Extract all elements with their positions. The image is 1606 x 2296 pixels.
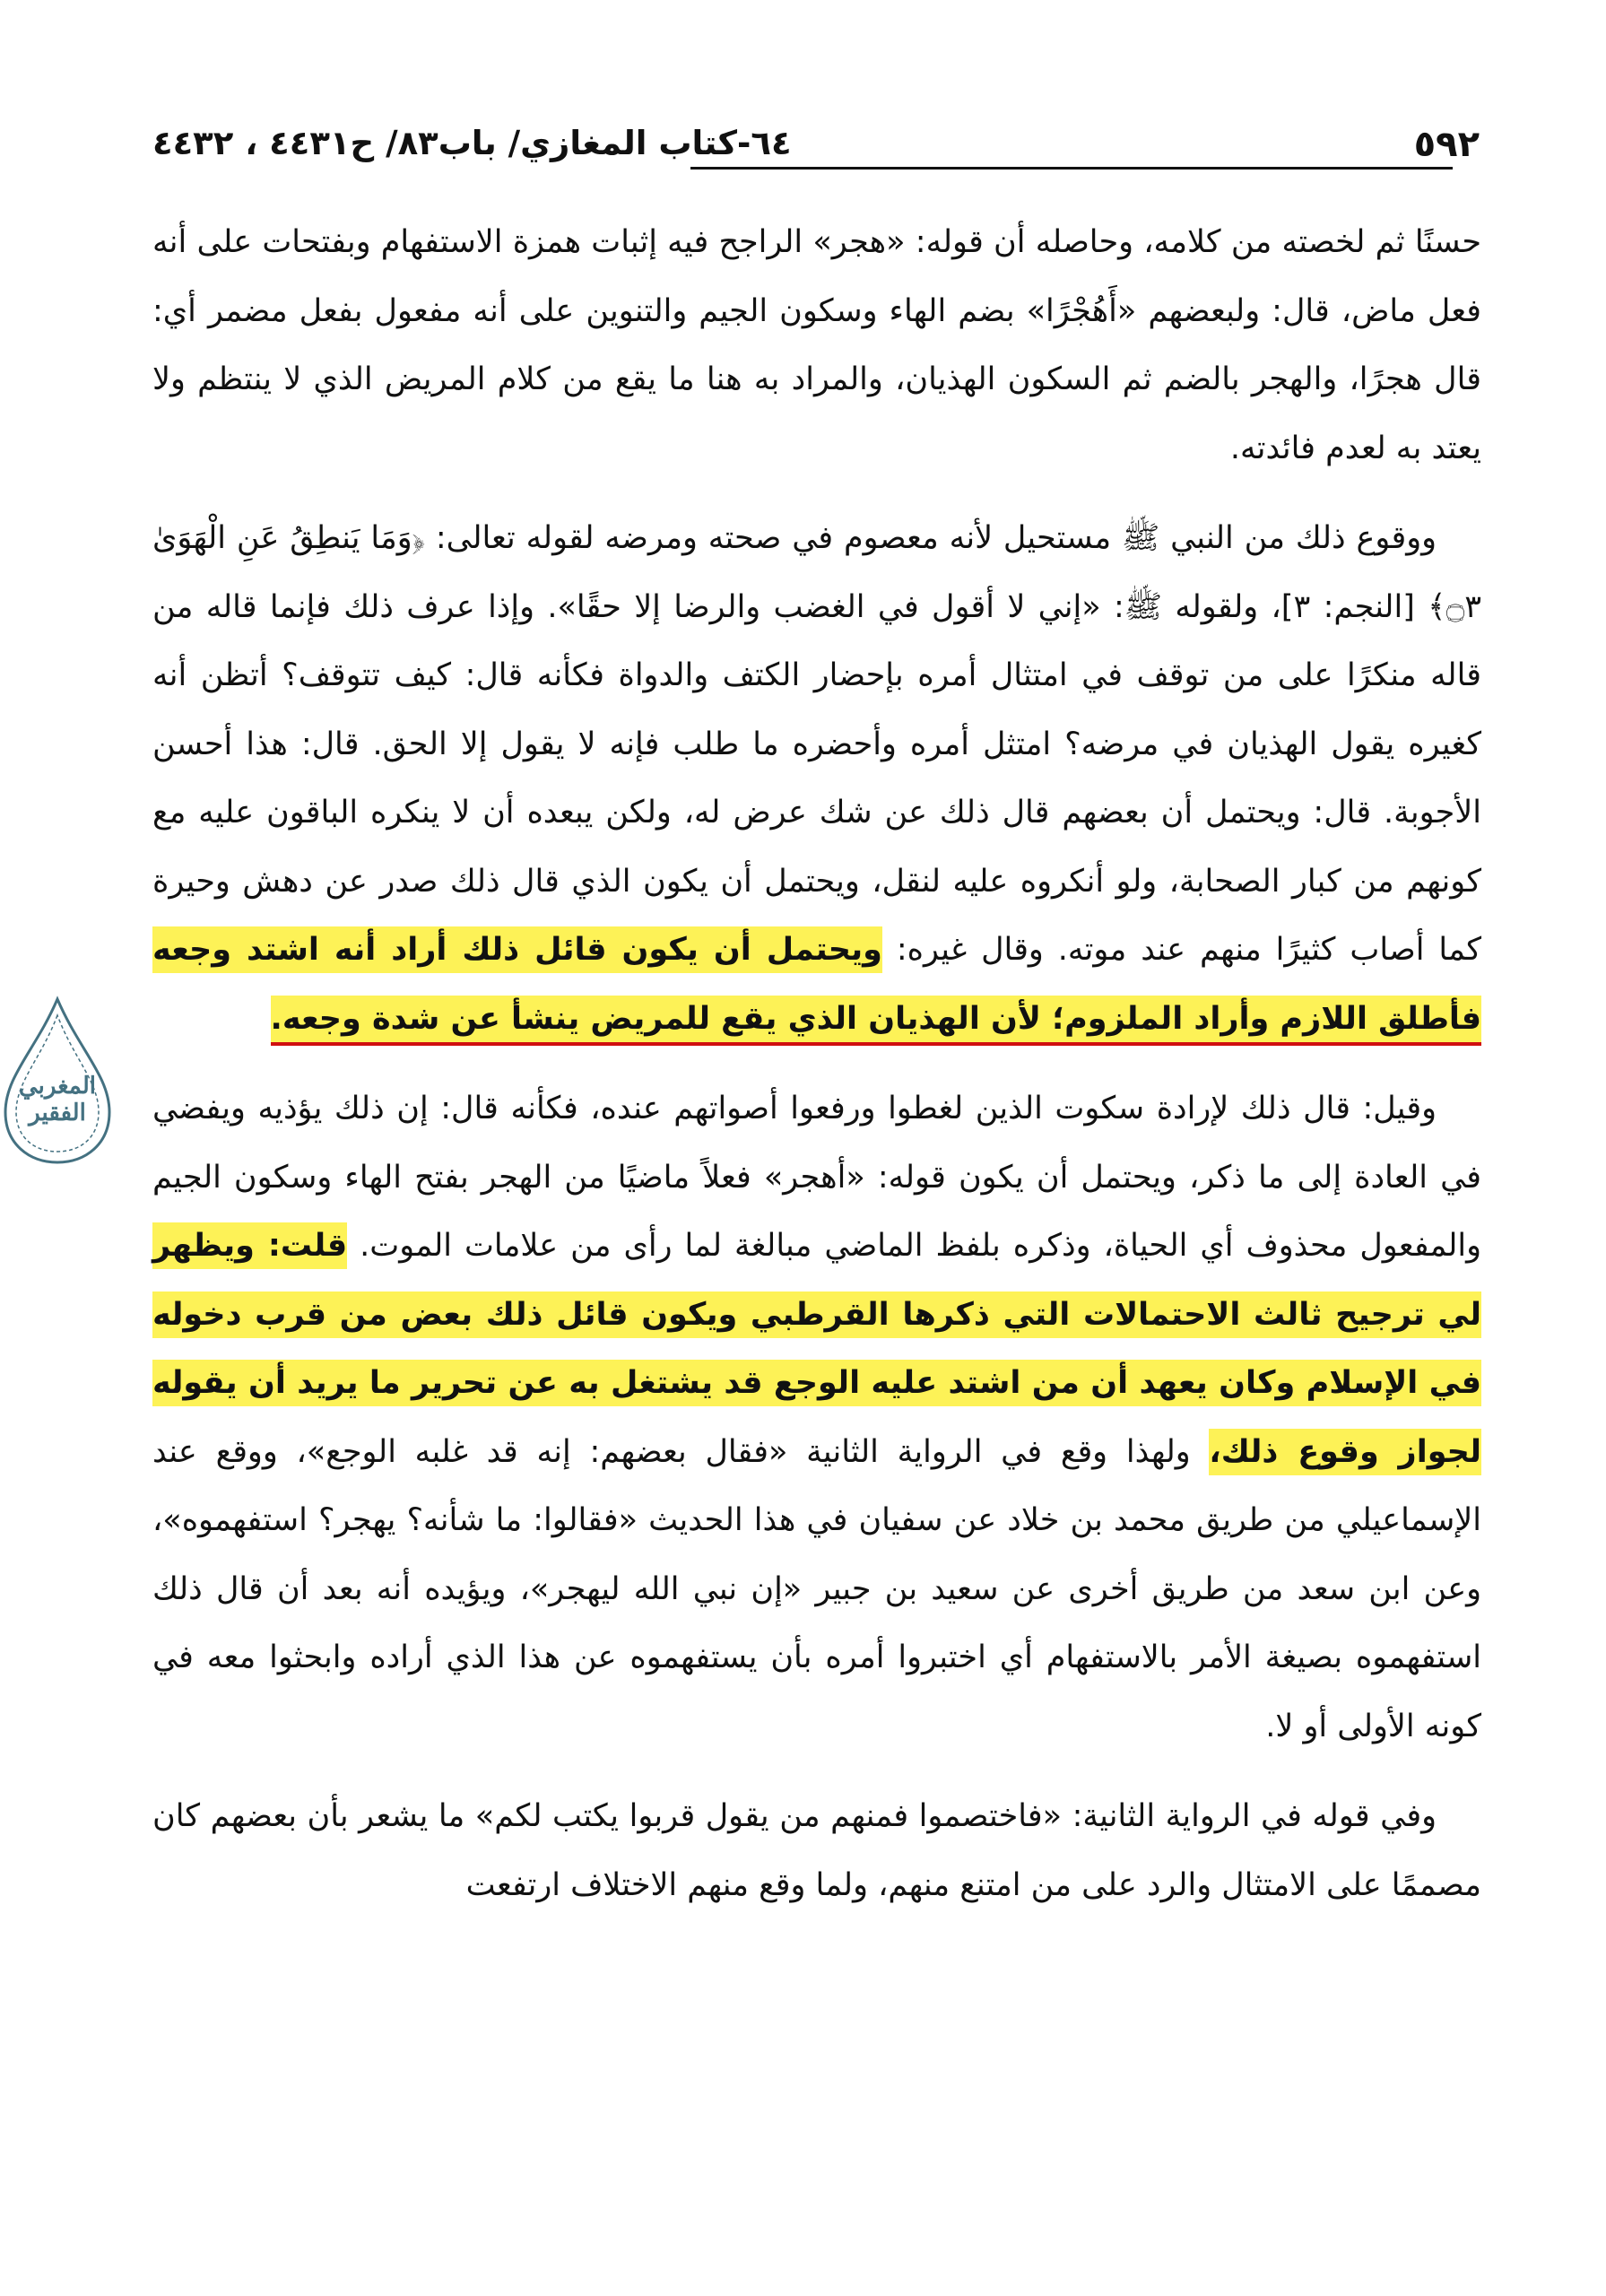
underlined-passage: فأطلق اللازم وأراد الملزوم؛ لأن الهذيان الذي يقع للمريض ينشأ عن شدة وجعه. (271, 996, 1481, 1046)
page-body (152, 208, 1481, 1919)
page-header (152, 124, 1480, 178)
paragraph-3 (152, 1074, 1481, 1761)
paragraph-4: وفي قوله في الرواية الثانية: «فاختصموا فمنهم من يقول قربوا يكتب لكم» ما يشعر بأن بعضهم كان مصممًا على الامتثال والرد على من امتنع منهم، ولما وقع منهم الاختلاف ارتفعت (152, 1798, 1481, 1903)
paragraph-3-text-end: ولهذا وقع في الرواية الثانية «فقال بعضهم: إنه قد غلبه الوجع»، ووقع عند الإسماعيلي من طريق محمد بن خلاد عن سفيان في هذا الحديث «فقالوا: ما شأنه؟ يهجر؟ استفهموه»، وعن ابن سعد من طريق أخرى عن سعيد بن جبير «إن نبي الله ليهجر»، ويؤيده أنه بعد أن قال ذلك استفهموه بصيغة الأمر بالاستفهام أي اختبروا أمره بأن يستفهموه عن هذا الذي أراده وابحثوا معه في كونه الأولى أو لا. (152, 1433, 1481, 1744)
watermark-text: المغربي الفقير (19, 1073, 96, 1126)
paragraph-3-text-start: وقيل: قال ذلك لإرادة سكوت الذين لغطوا ورفعوا أصواتهم عنده، فكأنه قال: إن ذلك يؤذيه ويفضي في العادة إلى ما ذكر، ويحتمل أن يكون قوله: «أهجر» فعلاً ماضيًا من الهجر بفتح الهاء وسكون الجيم والمفعول محذوف أي الحياة، وذكره بلفظ الماضي مبالغة لما رأى من علامات الموت. (152, 1091, 1482, 1264)
paragraph-2 (152, 504, 1481, 1053)
highlighted-passage-1: ويحتمل أن يكون قائل ذلك أراد أنه اشتد وجعه (152, 926, 882, 973)
page-number: ٥٩٢ (1413, 124, 1480, 165)
running-title: ٦٤-كتاب المغازي/ باب٨٣/ ح٤٤٣١ ، ٤٤٣٢ (152, 124, 792, 162)
highlighted-passage-2: قلت: ويظهر لي ترجيح ثالث الاحتمالات التي ذكرها القرطبي ويكون قائل ذلك بعض من قرب دخوله في الإسلام وكان يعهد أن من اشتد عليه الوجع قد يشتغل به عن تحرير ما يريد أن يقوله لجواز وقوع ذلك، (152, 1222, 1481, 1475)
watermark-logo (0, 996, 115, 1166)
header-rule (690, 167, 1453, 170)
paragraph-2-text: ووقوع ذلك من النبي ﷺ مستحيل لأنه معصوم في صحته ومرضه لقوله تعالى: ﴿وَمَا يَنطِقُ عَنِ الْهَوَىٰ ۝٣﴾ [النجم: ٣]، ولقوله ﷺ: «إني لا أقول في الغضب والرضا إلا حقًا». وإذا عرف ذلك فإنما قاله من قاله منكرًا على من توقف في امتثال أمره بإحضار الكتف والدواة فكأنه قال: كيف تتوقف؟ أتظن أنه كغيره يقول الهذيان في مرضه؟ امتثل أمره وأحضره ما طلب فإنه لا يقول إلا الحق. قال: هذا أحسن الأجوبة. قال: ويحتمل أن بعضهم قال ذلك عن شك عرض له، ولكن يبعده أن لا ينكره الباقون عليه مع كونهم من كبار الصحابة، ولو أنكروه عليه لنقل، ويحتمل أن يكون الذي قال ذلك صدر عن دهش وحيرة كما أصاب كثيرًا منهم عند موته. وقال غيره: (152, 520, 1481, 968)
paragraph-1: حسنًا ثم لخصته من كلامه، وحاصله أن قوله: «هجر» الراجح فيه إثبات همزة الاستفهام وبفتحات على أنه فعل ماض، قال: ولبعضهم «أَهُجْرًا» بضم الهاء وسكون الجيم والتنوين على أنه مفعول بفعل مضمر أي: قال هجرًا، والهجر بالضم ثم السكون الهذيان، والمراد به هنا ما يقع من كلام المريض الذي لا ينتظم ولا يعتد به لعدم فائدته. (152, 224, 1481, 466)
